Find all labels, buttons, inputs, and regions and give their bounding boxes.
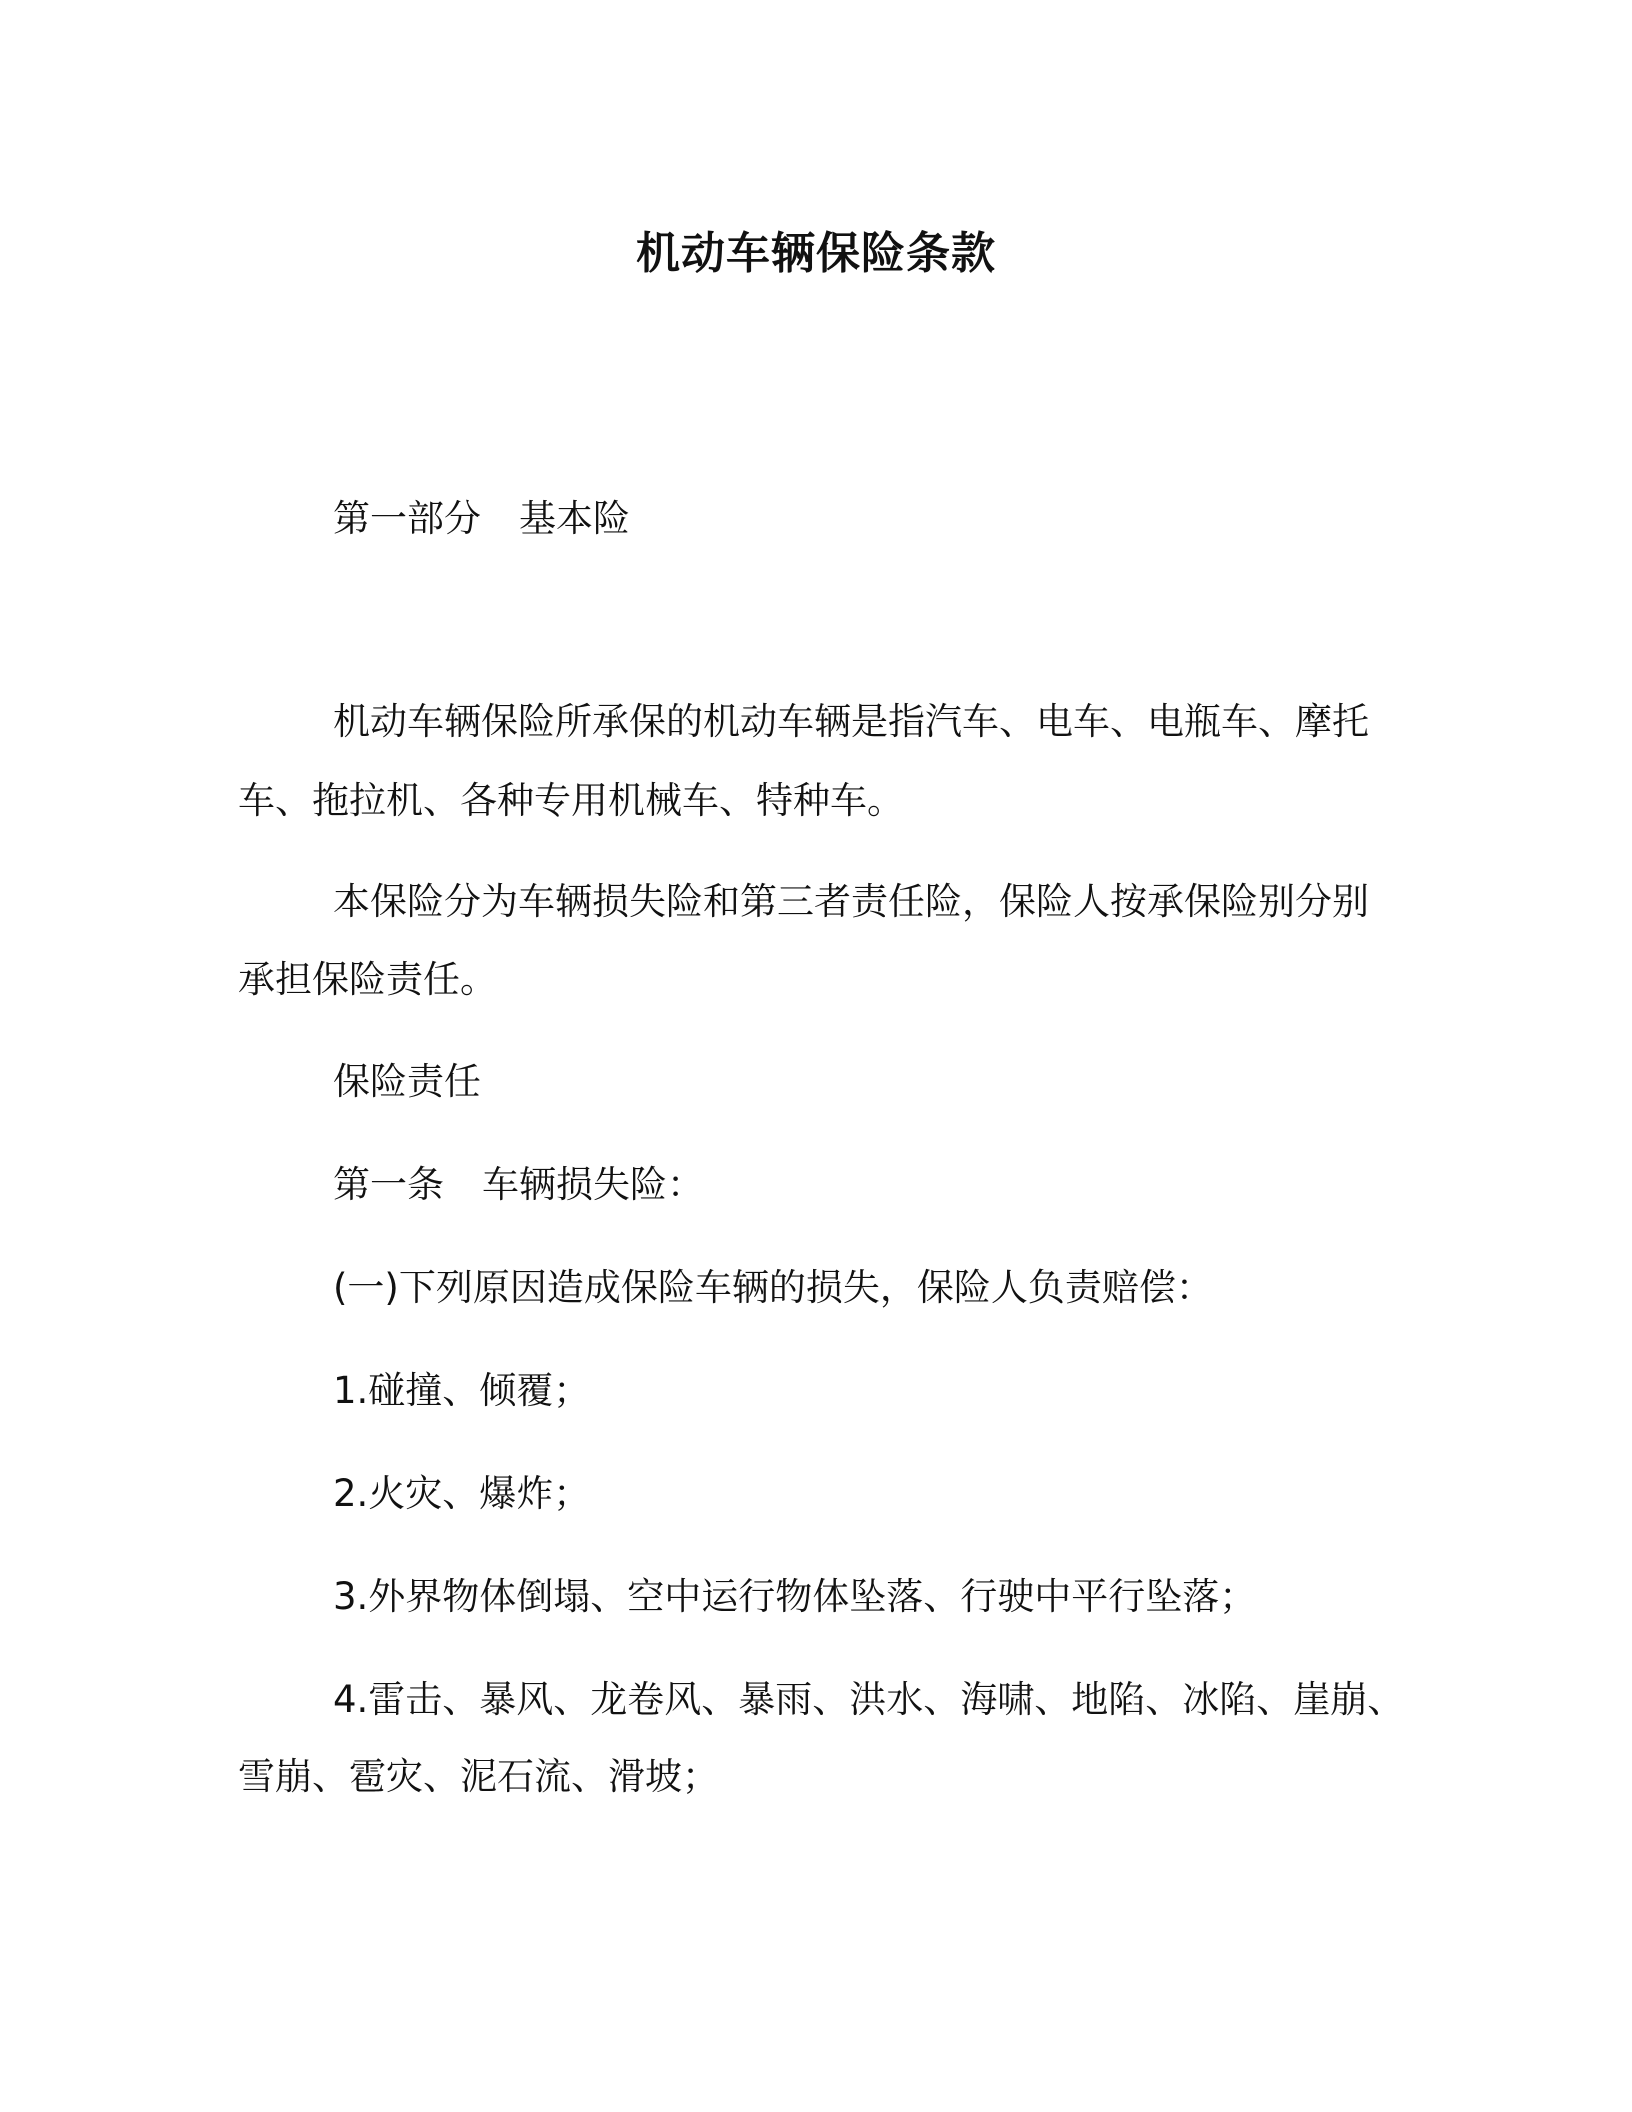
part-heading-name: 基本险 bbox=[519, 497, 630, 540]
clause-intro: (一)下列原因造成保险车辆的损失，保险人负责赔偿： bbox=[333, 1266, 1213, 1309]
section-heading: 保险责任 bbox=[333, 1060, 481, 1103]
part-heading bbox=[333, 494, 630, 544]
article-heading bbox=[333, 1160, 704, 1210]
document-title: 机动车辆保险条款 bbox=[636, 228, 996, 279]
list-item-1: 1.碰撞、倾覆； bbox=[333, 1369, 591, 1412]
list-item-4-line-2: 雪崩、雹灾、泥石流、滑坡； bbox=[238, 1755, 719, 1798]
article-label: 第一条 bbox=[333, 1163, 444, 1206]
paragraph-1-line-2: 车、拖拉机、各种专用机械车、特种车。 bbox=[238, 779, 904, 822]
list-item-3: 3.外界物体倒塌、空中运行物体坠落、行驶中平行坠落； bbox=[333, 1575, 1257, 1618]
paragraph-1-line-1: 机动车辆保险所承保的机动车辆是指汽车、电车、电瓶车、摩托 bbox=[333, 700, 1369, 743]
list-item-2: 2.火灾、爆炸； bbox=[333, 1472, 591, 1515]
paragraph-2-line-2: 承担保险责任。 bbox=[238, 958, 497, 1001]
list-item-4-line-1: 4.雷击、暴风、龙卷风、暴雨、洪水、海啸、地陷、冰陷、崖崩、 bbox=[333, 1678, 1405, 1721]
part-heading-label: 第一部分 bbox=[333, 497, 481, 540]
article-name: 车辆损失险： bbox=[482, 1163, 704, 1206]
paragraph-2-line-1: 本保险分为车辆损失险和第三者责任险，保险人按承保险别分别 bbox=[333, 880, 1369, 923]
